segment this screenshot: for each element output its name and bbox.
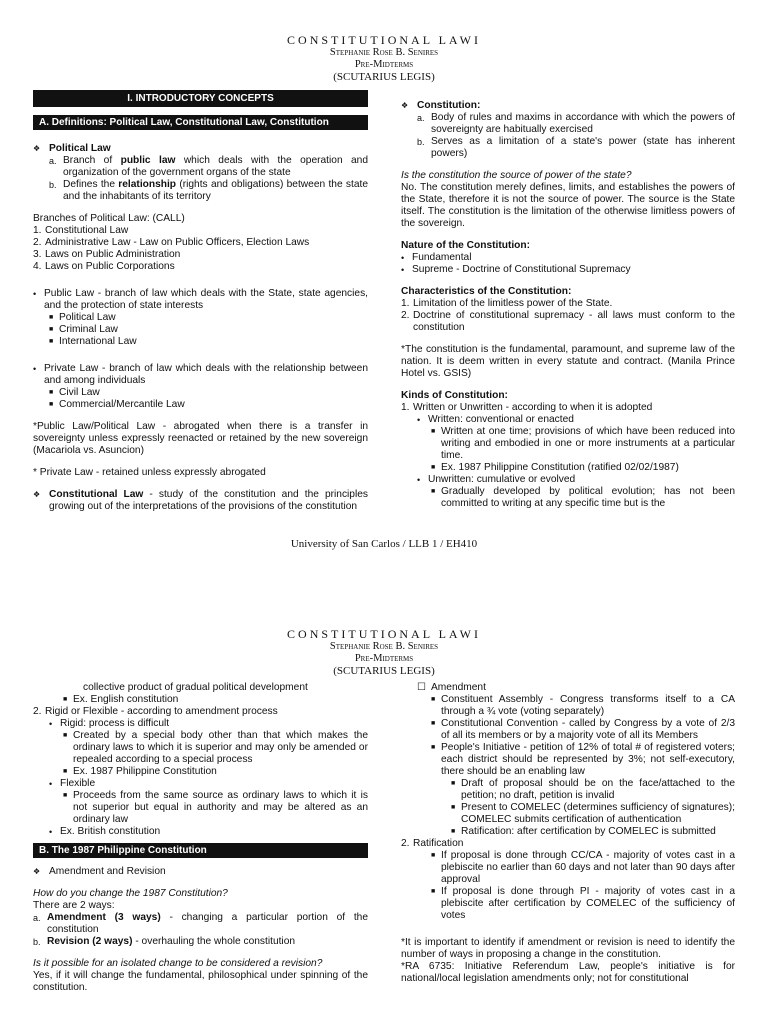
bullet-icon: •	[33, 364, 37, 374]
constitution-heading: ❖ Constitution:	[401, 100, 481, 111]
bullet-icon: •	[33, 289, 37, 299]
list-item: • Written: conventional or enacted	[417, 414, 574, 425]
list-item: • Flexible	[49, 778, 96, 789]
branch-item: 3. Laws on Public Administration	[33, 249, 181, 260]
doc-term: Pre-Midterms	[354, 59, 414, 70]
square-bullet-icon: ■	[49, 326, 54, 333]
page-header	[0, 628, 768, 677]
political-law-heading: ❖ Political Law	[33, 143, 111, 154]
diamond-bullet-icon: ❖	[33, 867, 41, 876]
left-column	[33, 90, 368, 513]
note-public-law: *Public Law/Political Law - abrogated when there is a transfer in sovereignty unless expressly reenacted or retained by the new sovereign (Macariola vs. Asuncion)	[33, 421, 368, 456]
characteristics-heading: Characteristics of the Constitution:	[401, 286, 572, 297]
list-item: ■ Criminal Law	[49, 324, 118, 335]
bullet-icon: •	[417, 475, 421, 485]
diamond-bullet-icon: ❖	[401, 101, 409, 110]
right-column	[401, 100, 735, 510]
checkbox-square-icon: ☐	[417, 682, 426, 693]
doc-group: (SCUTARIUS LEGIS)	[333, 665, 435, 677]
bullet-icon: •	[49, 779, 53, 789]
note-private-law: * Private Law - retained unless expressly abrogated	[33, 467, 266, 478]
square-bullet-icon: ■	[49, 389, 54, 396]
amendment-heading: ☐ Amendment	[417, 682, 486, 693]
bullet-icon: •	[401, 265, 405, 275]
page-2	[0, 600, 768, 1024]
list-item: ■ People's Initiative - petition of 12% of total # of registered voters; each district should be represented by 3%; not self-executory, there should be an enabling law	[431, 742, 735, 777]
way-b: b. Revision (2 ways) - overhauling the whole constitution	[33, 936, 296, 947]
square-bullet-icon: ■	[431, 464, 436, 471]
square-bullet-icon: ■	[49, 314, 54, 321]
left-column	[33, 682, 368, 994]
square-bullet-icon: ■	[451, 804, 456, 811]
list-item: ■ Constitutional Convention - called by Congress by a vote of 2/3 of all its members or by a majority vote of all its Members	[431, 718, 735, 741]
square-bullet-icon: ■	[431, 696, 436, 703]
square-bullet-icon: ■	[63, 696, 68, 703]
question: Is it possible for an isolated change to be considered a revision?	[33, 958, 323, 969]
page-header	[0, 34, 768, 83]
note-amendment: *It is important to identify if amendment or revision is need to identify the number of ways in proposing a change in the constitution.	[401, 937, 735, 960]
list-item: • Fundamental	[401, 252, 472, 263]
kinds-heading: Kinds of Constitution:	[401, 390, 508, 401]
political-law-b: b. Defines the relationship (rights and obligations) between the state and the inhabitants of its territory	[49, 179, 368, 202]
section-title: I. INTRODUCTORY CONCEPTS	[33, 90, 368, 107]
question: Is the constitution the source of power of the state?	[401, 170, 632, 181]
list-item: ■ If proposal is done through PI - majority of votes cast in a plebiscite after certification by COMELEC of the sufficiency of votes	[431, 886, 735, 921]
list-item: ■ Created by a special body other than that which makes the ordinary laws to which it is superior and may only be amended or repealed according to a special process	[63, 730, 368, 765]
square-bullet-icon: ■	[63, 768, 68, 775]
subsection-title: A. Definitions: Political Law, Constitutional Law, Constitution	[33, 115, 368, 130]
doc-author: Stephanie Rose B. Senires	[329, 641, 439, 652]
bullet-icon: •	[417, 415, 421, 425]
diamond-bullet-icon: ❖	[33, 144, 41, 153]
answer: Yes, if it will change the fundamental, philosophical under spinning of the constitution.	[33, 970, 368, 993]
amendment-revision-heading: ❖ Amendment and Revision	[33, 866, 166, 877]
list-item: ■ If proposal is done through CC/CA - majority of votes cast in a plebiscite no earlier than 60 days and not later than 90 days after approval	[431, 850, 735, 885]
list-item: 2. Rigid or Flexible - according to amendment process	[33, 706, 278, 717]
way-a: a. Amendment (3 ways) - changing a particular portion of the constitution	[33, 912, 368, 935]
branch-item: 2. Administrative Law - Law on Public Officers, Election Laws	[33, 237, 310, 248]
list-item: ■ Constituent Assembly - Congress transforms itself to a CA through a ¾ vote (voting separately)	[431, 694, 735, 717]
list-item: 2. Ratification	[401, 838, 464, 849]
list-item: ■ Ex. 1987 Philippine Constitution (ratified 02/02/1987)	[431, 462, 679, 473]
diamond-bullet-icon: ❖	[33, 490, 41, 499]
list-item: 1. Limitation of the limitless power of the State.	[401, 298, 613, 309]
bullet-icon: •	[49, 827, 53, 837]
note-constitution: *The constitution is the fundamental, paramount, and supreme law of the nation. It is deem written in every statute and contract. (Manila Prince Hotel vs. GSIS)	[401, 344, 735, 379]
list-item: • Rigid: process is difficult	[49, 718, 170, 729]
list-item: ■ Ratification: after certification by COMELEC is submitted	[451, 826, 716, 837]
square-bullet-icon: ■	[431, 852, 436, 859]
square-bullet-icon: ■	[63, 732, 68, 739]
list-item: ■ Commercial/Mercantile Law	[49, 399, 185, 410]
doc-title: CONSTITUTIONAL LAWI	[287, 627, 481, 641]
list-item: ■ Political Law	[49, 312, 116, 323]
constitution-b: b. Serves as a limitation of a state's power (state has inherent powers)	[417, 136, 735, 159]
continued-line: collective product of gradual political development	[83, 682, 308, 693]
branch-item: 4. Laws on Public Corporations	[33, 261, 175, 272]
square-bullet-icon: ■	[49, 401, 54, 408]
list-item: ■ Present to COMELEC (determines sufficiency of signatures); COMELEC submits certification of authentication	[451, 802, 735, 825]
list-item: • Ex. British constitution	[49, 826, 161, 837]
public-law-item: • Public Law - branch of law which deals with the State, state agencies, and the protection of state interests	[33, 288, 368, 311]
list-item: ■ Civil Law	[49, 387, 100, 398]
note-ra6735: *RA 6735: Initiative Referendum Law, people's initiative is for national/local legislation amendments only; not for constitutional	[401, 961, 735, 984]
list-item: ■ Gradually developed by political evolution; has not been committed to writing at any specific time but is the	[431, 486, 735, 509]
constitutional-law-item: ❖ Constitutional Law - study of the constitution and the principles growing out of the interpretations of the provisions of the constitution	[33, 489, 368, 512]
square-bullet-icon: ■	[431, 488, 436, 495]
political-law-a: a. Branch of public law which deals with the operation and organization of the government organs of the state	[49, 155, 369, 178]
page-footer: University of San Carlos / LLB 1 / EH410	[290, 538, 478, 550]
doc-author: Stephanie Rose B. Senires	[329, 47, 439, 58]
list-item: • Supreme - Doctrine of Constitutional Supremacy	[401, 264, 631, 275]
section-b-title: B. The 1987 Philippine Constitution	[33, 843, 368, 858]
square-bullet-icon: ■	[431, 744, 436, 751]
list-item: • Unwritten: cumulative or evolved	[417, 474, 576, 485]
bullet-icon: •	[49, 719, 53, 729]
square-bullet-icon: ■	[63, 792, 68, 799]
right-column	[401, 682, 735, 985]
list-item: 1. Written or Unwritten - according to when it is adopted	[401, 402, 653, 413]
doc-group: (SCUTARIUS LEGIS)	[333, 71, 435, 83]
private-law-item: • Private Law - branch of law which deals with the relationship between and among individuals	[33, 363, 368, 386]
doc-title: CONSTITUTIONAL LAWI	[287, 33, 481, 47]
question: How do you change the 1987 Constitution?	[33, 888, 228, 899]
bullet-icon: •	[401, 253, 405, 263]
branch-item: 1. Constitutional Law	[33, 225, 129, 236]
list-item: ■ International Law	[49, 336, 137, 347]
list-item: 2. Doctrine of constitutional supremacy - all laws must conform to the constitution	[401, 310, 735, 333]
square-bullet-icon: ■	[451, 780, 456, 787]
list-item: ■ Proceeds from the same source as ordinary laws to which it is not superior but equal in authority and may be altered as an ordinary law	[63, 790, 368, 825]
list-item: ■ Ex. 1987 Philippine Constitution	[63, 766, 217, 777]
answer: No. The constitution merely defines, limits, and establishes the powers of the State, therefore it is not the source of power. The source is the State itself. The constitution is the limitation of the otherwise limitless powers of the sovereign.	[401, 182, 735, 229]
branches-heading: Branches of Political Law: (CALL)	[33, 213, 185, 224]
square-bullet-icon: ■	[49, 338, 54, 345]
list-item: ■ Ex. English constitution	[63, 694, 179, 705]
list-item: ■ Written at one time; provisions of which have been reduced into writing and embodied in one or more instruments at a particular time.	[431, 426, 735, 461]
square-bullet-icon: ■	[431, 428, 436, 435]
nature-heading: Nature of the Constitution:	[401, 240, 531, 251]
square-bullet-icon: ■	[431, 720, 436, 727]
list-item: ■ Draft of proposal should be on the face/attached to the petition; no draft, petition is invalid	[451, 778, 735, 801]
constitution-a: a. Body of rules and maxims in accordance with which the powers of sovereignty are habitually exercised	[417, 112, 735, 135]
square-bullet-icon: ■	[431, 888, 436, 895]
two-ways: There are 2 ways:	[33, 900, 115, 911]
square-bullet-icon: ■	[451, 828, 456, 835]
doc-term: Pre-Midterms	[354, 653, 414, 664]
